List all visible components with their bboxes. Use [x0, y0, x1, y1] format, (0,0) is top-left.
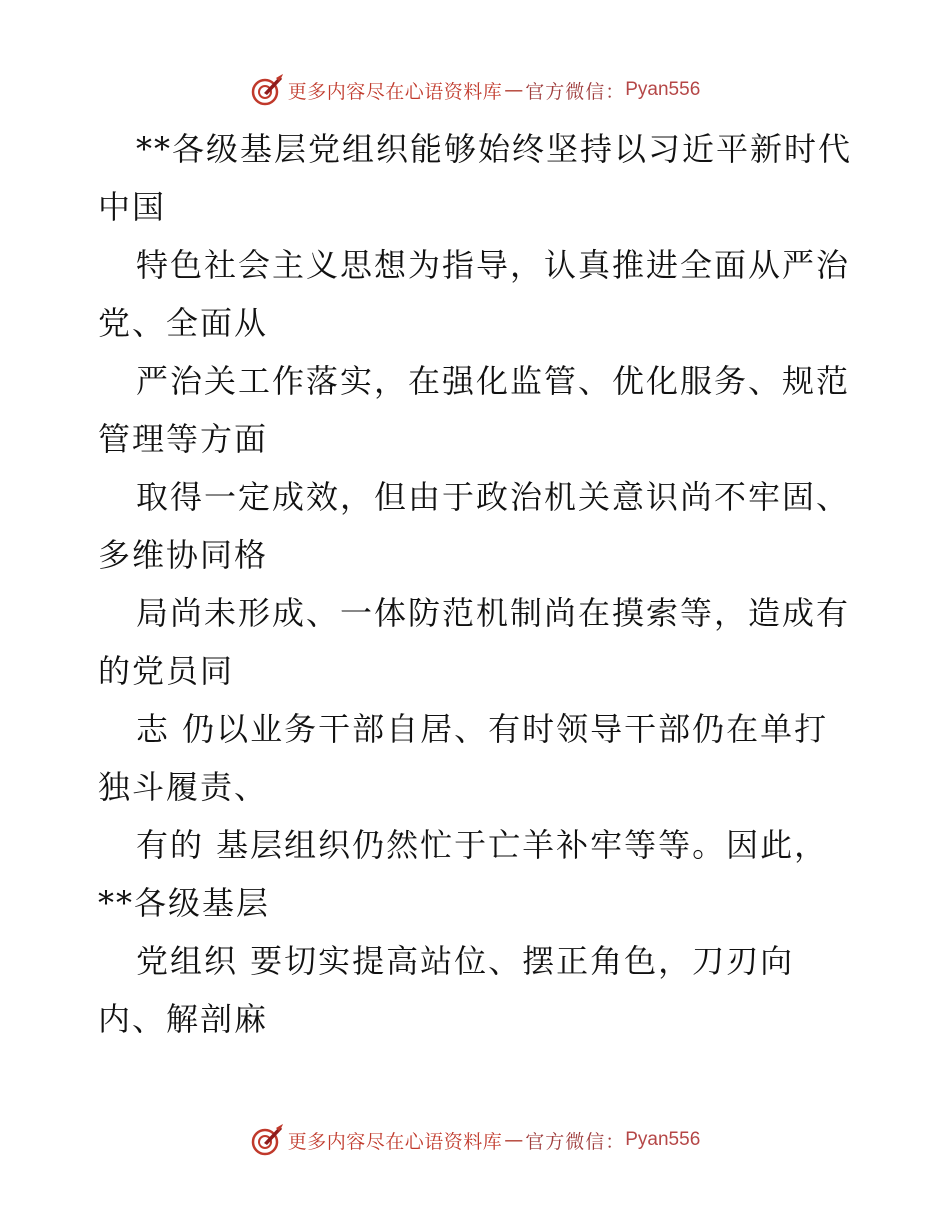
body-line: 取得一定成效，但由于政治机关意识尚不牢固、 — [136, 478, 851, 516]
document-body — [98, 120, 858, 1048]
body-line: 独斗履责、 — [98, 768, 269, 806]
body-line: 中国 — [98, 188, 167, 226]
banner-wechat-label: 官方微信： — [525, 1130, 626, 1153]
body-line: 内、解剖麻 — [98, 1000, 269, 1038]
banner-main-text: 更多内容尽在心语资料库 — [287, 80, 503, 103]
body-line: 的党员同 — [98, 652, 235, 690]
body-line: 特色社会主义思想为指导，认真推进全面从严治 — [136, 246, 851, 284]
body-line: 党组织 要切实提高站位、摆正角色，刀刃向 — [136, 942, 795, 980]
body-line: **各级基层党组织能够始终坚持以习近平新时代 — [136, 130, 853, 168]
body-line: 志 仍以业务干部自居、有时领导干部仍在单打 — [136, 710, 829, 748]
body-line: 有的 基层组织仍然忙于亡羊补牢等等。因此， — [136, 826, 829, 864]
header-watermark-banner — [0, 70, 950, 110]
banner-separator: — — [504, 1129, 524, 1151]
body-line: **各级基层 — [98, 884, 271, 922]
banner-main-text: 更多内容尽在心语资料库 — [287, 1130, 503, 1153]
quill-logo-icon — [250, 1123, 284, 1157]
quill-logo-icon — [250, 73, 284, 107]
banner-account-id: Pyan556 — [625, 1129, 701, 1150]
body-line: 党、全面从 — [98, 304, 269, 342]
banner-account-id: Pyan556 — [625, 79, 701, 100]
body-line: 多维协同格 — [98, 536, 269, 574]
body-line: 局尚未形成、一体防范机制尚在摸索等，造成有 — [136, 594, 851, 632]
banner-wechat-label: 官方微信： — [525, 80, 626, 103]
body-line: 严治关工作落实，在强化监管、优化服务、规范 — [136, 362, 851, 400]
footer-watermark-banner — [0, 1120, 950, 1160]
body-line: 管理等方面 — [98, 420, 269, 458]
banner-separator: — — [504, 79, 524, 101]
